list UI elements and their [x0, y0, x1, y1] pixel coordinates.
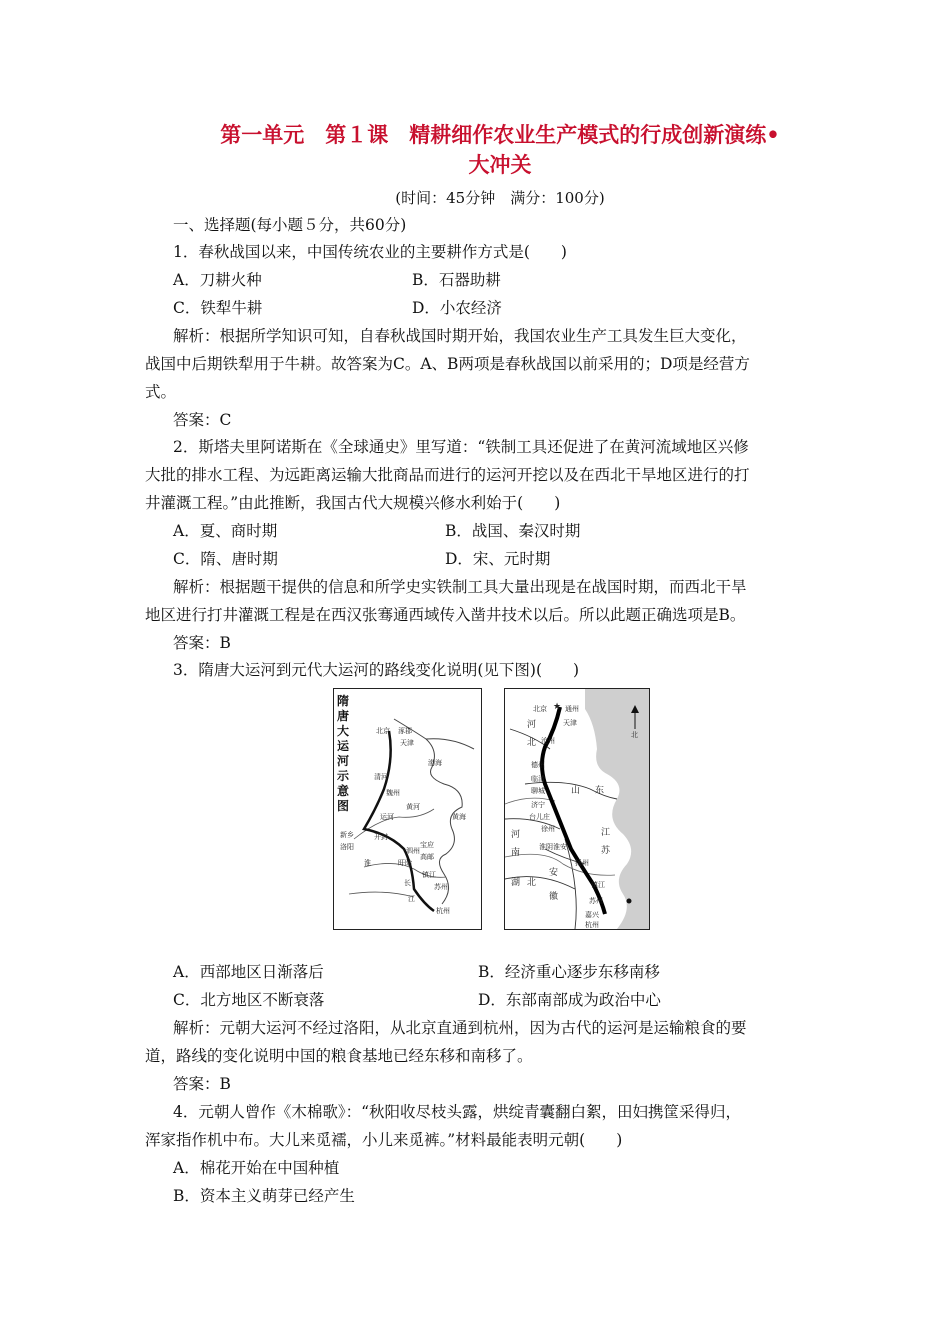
map-label: 天津 [400, 739, 414, 747]
map-label: 淮阴 [539, 843, 553, 851]
map-label: 涿郡 [398, 727, 412, 735]
map-label: 德州 [531, 761, 545, 769]
question-1-option-b: B．石器助耕 [412, 271, 501, 289]
question-2-analysis-line: 地区进行打井灌溉工程是在西汉张骞通西域传入凿井技术以后。所以此题正确选项是B。 [145, 606, 746, 624]
map-label: 清河 [374, 773, 388, 781]
question-1-stem: 1．春秋战国以来，中国传统农业的主要耕作方式是( ) [173, 243, 567, 261]
question-1-option-d: D．小农经济 [412, 299, 502, 317]
svg-text:隋: 隋 [337, 694, 350, 708]
map-label: 苏州 [434, 883, 448, 891]
map-label: 嘉兴 [585, 911, 599, 919]
question-3-option-d: D．东部南部成为政治中心 [478, 991, 661, 1009]
map-label: 魏州 [386, 789, 400, 797]
map-label: 湖 [511, 878, 521, 888]
map-label: 北 [631, 731, 638, 739]
map-label: 北京 [533, 705, 547, 713]
question-2-analysis: 解析：根据题干提供的信息和所学史实铁制工具大量出现是在战国时期，而西北干旱 [173, 578, 747, 596]
question-2-stem: 2．斯塔夫里阿诺斯在《全球通史》里写道：“铁制工具还促进了在黄河流域地区兴修 [173, 438, 749, 456]
map-label: 聊城 [531, 787, 545, 795]
map-label: 杭州 [585, 921, 599, 929]
map-label: 苏 [601, 846, 611, 856]
map-label: 河 [511, 830, 521, 840]
svg-text:运: 运 [337, 739, 350, 753]
question-4-option-b: B．资本主义萌芽已经产生 [173, 1187, 355, 1205]
map-label: 山 [571, 786, 581, 796]
map-label: 淮安 [553, 843, 567, 851]
svg-text:图: 图 [337, 799, 350, 813]
question-3-option-c: C．北方地区不断衰落 [173, 991, 325, 1009]
map-label: 天津 [563, 719, 577, 727]
map-label: 扬州 [575, 859, 589, 867]
section-heading: 一、选择题(每小题５分，共60分) [173, 216, 407, 234]
question-2-option-d: D．宋、元时期 [445, 550, 551, 568]
map-label: 徽 [549, 892, 559, 902]
map-caption [337, 693, 350, 813]
question-3-stem: 3．隋唐大运河到元代大运河的路线变化说明(见下图)( ) [173, 661, 580, 679]
svg-text:唐: 唐 [337, 709, 350, 723]
svg-text:河: 河 [337, 754, 350, 768]
map-label: 镇江 [591, 881, 605, 889]
map-label: 苏州 [589, 897, 603, 905]
question-1-analysis-line: 战国中后期铁犁用于牛耕。故答案为C。A、B两项是春秋战国以前采用的；D项是经营方 [145, 355, 750, 373]
map-label: 临清 [531, 775, 545, 783]
map-label: 洛阳 [340, 843, 354, 851]
page-title: 第一单元 第１课 精耕细作农业生产模式的行成创新演练• [220, 122, 780, 147]
map-label: 盱眙 [398, 859, 412, 867]
question-1-answer: 答案：C [173, 411, 232, 429]
page-title-continued: 大冲关 [468, 152, 532, 177]
question-2-answer: 答案：B [173, 634, 231, 652]
svg-text:大: 大 [337, 724, 350, 738]
question-1-analysis: 解析：根据所学知识可知，自春秋战国时期开始，我国农业生产工具发生巨大变化， [173, 327, 747, 345]
yuan-canal-map [504, 688, 650, 930]
map-label: 长 [404, 879, 411, 887]
question-3-analysis: 解析：元朝大运河不经过洛阳，从北京直通到杭州，因为古代的运河是运输粮食的要 [173, 1019, 747, 1037]
map-label: 宝应 [420, 841, 434, 849]
map-label: 泗州 [406, 847, 420, 855]
map-label: 北 [527, 878, 537, 888]
question-1-option-c: C．铁犁牛耕 [173, 299, 263, 317]
question-3-answer: 答案：B [173, 1075, 231, 1093]
map-label: 济宁 [531, 801, 545, 809]
map-label: 台儿庄 [529, 813, 550, 821]
map-label: 通州 [565, 705, 579, 713]
map-label: 徐州 [541, 825, 555, 833]
svg-text:意: 意 [337, 784, 350, 798]
map-label: 镇江 [422, 871, 436, 879]
question-2-stem-line: 大批的排水工程、为远距离运输大批商品而进行的运河开挖以及在西北干旱地区进行的打 [145, 466, 750, 484]
question-4-stem: 4．元朝人曾作《木棉歌》：“秋阳收尽枝头露，烘绽青囊翻白絮，田妇携筐采得归， [173, 1103, 742, 1121]
sui-tang-canal-map [333, 688, 482, 930]
map-label: 淮 [364, 859, 371, 867]
map-label: 运河 [380, 813, 394, 821]
map-label: 河 [527, 720, 537, 730]
city-dot-icon [627, 899, 632, 904]
question-2-option-a: A．夏、商时期 [173, 522, 278, 540]
question-2-option-c: C．隋、唐时期 [173, 550, 278, 568]
question-1-analysis-line: 式。 [145, 383, 177, 401]
map-label: 江 [601, 828, 611, 838]
svg-text:示: 示 [337, 769, 350, 783]
map-label: 沧州 [541, 737, 555, 745]
map-label: 江 [408, 895, 415, 903]
question-4-stem-line: 浑家指作机中布。大儿来觅襦，小儿来觅裤。”材料最能表明元朝( ) [145, 1131, 623, 1149]
map-label: 黄河 [406, 803, 420, 811]
map-label: 南 [511, 848, 521, 858]
question-3-option-a: A．西部地区日渐落后 [173, 963, 324, 981]
question-3-option-b: B．经济重心逐步东移南移 [478, 963, 660, 981]
map-label: 东 [595, 786, 605, 796]
map-label: 北京 [376, 727, 390, 735]
question-4-option-a: A．棉花开始在中国种植 [173, 1159, 340, 1177]
question-1-option-a: A．刀耕火种 [173, 271, 262, 289]
map-label: 开封 [374, 833, 388, 841]
exam-meta: (时间：45分钟 满分：100分) [395, 189, 605, 207]
map-label: 北 [527, 738, 537, 748]
map-label: 新乡 [340, 831, 354, 839]
map-label: 安 [549, 868, 559, 878]
map-label: 高邮 [420, 853, 434, 861]
map-label: 黄海 [452, 813, 466, 821]
capital-star-icon: ★ [553, 702, 562, 712]
map-label: 渤海 [428, 759, 442, 767]
question-3-analysis-line: 道，路线的变化说明中国的粮食基地已经东移和南移了。 [145, 1047, 533, 1065]
map-label: 杭州 [436, 907, 450, 915]
question-2-option-b: B．战国、秦汉时期 [445, 522, 581, 540]
question-2-stem-line: 井灌溉工程。”由此推断，我国古代大规模兴修水利始于( ) [145, 494, 561, 512]
